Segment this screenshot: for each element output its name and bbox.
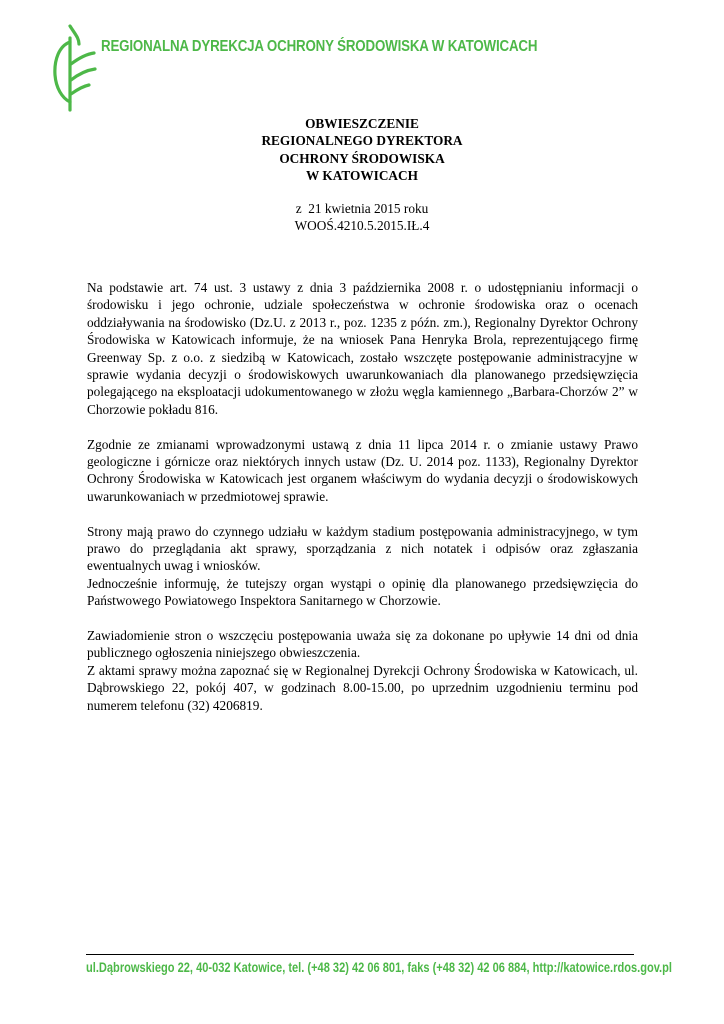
reference-number: WOOŚ.4210.5.2015.IŁ.4 <box>294 218 430 234</box>
title-line-4: W KATOWICACH <box>306 167 418 183</box>
footer-contact: ul.Dąbrowskiego 22, 40-032 Katowice, tel. (+48 32) 42 06 801, faks (+48 32) 42 06 884, http://katowice.rdos.gov.pl <box>86 960 672 976</box>
notice-meta <box>0 200 724 235</box>
paragraph-competent-authority: Zgodnie ze zmianami wprowadzonymi ustawą z dnia 11 lipca 2014 r. o zmianie ustawy Prawo geologiczne i górnicze oraz niektórych innych ustaw (Dz. U. 2014 poz. 1133), Regionalny Dyrektor Ochrony Środowiska w Katowicach jest organem właściwym do wydania decyzji o środowiskowych uwarunkowaniach w przedmiotowej sprawie. <box>87 436 638 504</box>
leaf-logo-icon <box>53 20 97 112</box>
paragraph-legal-basis: Na podstawie art. 74 ust. 3 ustawy z dnia 3 października 2008 r. o udostępnianiu informacji o środowisku i jego ochronie, udziale społeczeństwa w ochronie środowiska oraz o ocenach oddziaływania na środowisko (Dz.U. z 2013 r., poz. 1235 z późn. zm.), Regionalny Dyrektor Ochrony Środowiska w Katowicach informuje, że na wniosek Pana Henryka Brola, reprezentującego firmę Greenway Sp. z o.o. z siedzibą w Katowicach, zostało wszczęte postępowanie administracyjne w sprawie wydania decyzji o środowiskowych uwarunkowaniach dla planowanego przedsięwzięcia polegającego na eksploatacji udokumentowanego w złożu węgla kamiennego „Barbara-Chorzów 2” w Chorzowie pokładu 816. <box>87 280 638 417</box>
notice-title <box>0 115 724 184</box>
title-line-1: OBWIESZCZENIE <box>305 116 419 131</box>
footer-divider <box>86 954 634 955</box>
notice-body <box>87 279 638 714</box>
paragraph-case-files: Z aktami sprawy można zapoznać się w Regionalnej Dyrekcji Ochrony Środowiska w Katowicach, ul. Dąbrowskiego 22, pokój 407, w godzinach 8.00-15.00, po uprzednim uzgodnieniu terminu pod numerem telefonu (32) 4206819. <box>87 662 638 713</box>
organization-name: REGIONALNA DYREKCJA OCHRONY ŚRODOWISKA W KATOWICACH <box>101 38 538 55</box>
paragraph-sanitary-opinion: Jednocześnie informuję, że tutejszy organ wystąpi o opinię dla planowanego przedsięwzięcia do Państwowego Powiatowego Inspektora Sanitarnego w Chorzowie. <box>87 575 638 609</box>
paragraph-party-rights: Strony mają prawo do czynnego udziału w każdym stadium postępowania administracyjnego, w tym prawo do przeglądania akt sprawy, sporządzania z nich notatek i odpisów oraz zgłaszania ewentualnych uwag i wniosków. <box>87 523 638 574</box>
paragraph-notification: Zawiadomienie stron o wszczęciu postępowania uważa się za dokonane po upływie 14 dni od dnia publicznego ogłoszenia niniejszego obwieszczenia. <box>87 628 638 661</box>
title-line-2: REGIONALNEGO DYREKTORA <box>261 133 463 149</box>
notice-date: z 21 kwietnia 2015 roku <box>295 201 429 216</box>
title-line-3: OCHRONY ŚRODOWISKA <box>279 150 445 166</box>
